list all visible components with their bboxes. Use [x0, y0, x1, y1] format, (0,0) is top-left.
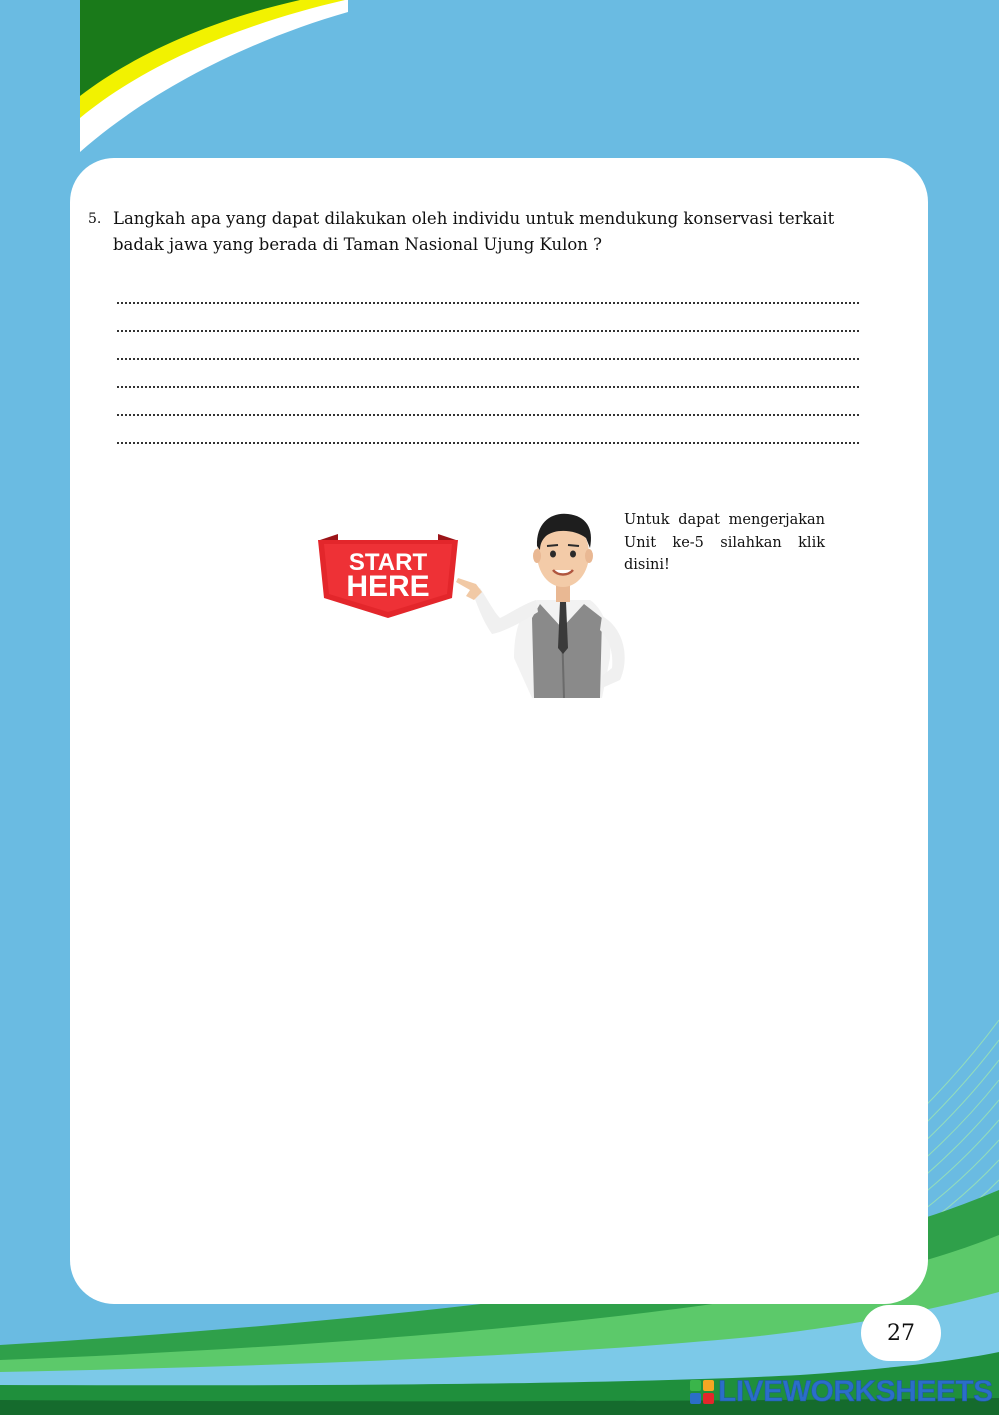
start-here-button[interactable] — [318, 532, 458, 620]
instruction-text: Untuk dapat mengerjakan Unit ke-5 silahkan klik disini! — [624, 512, 825, 573]
page-number: 27 — [861, 1305, 941, 1361]
answer-line-1[interactable] — [117, 276, 859, 304]
question-5 — [88, 206, 848, 258]
here-label: HERE — [346, 570, 430, 603]
question-text: Langkah apa yang dapat dilakukan oleh individu untuk mendukung konservasi terkait badak jawa yang berada di Taman Nasional Ujung Kulon ? — [113, 209, 835, 254]
answer-line-4[interactable] — [117, 360, 859, 388]
answer-line-2[interactable] — [117, 304, 859, 332]
header-swoosh — [80, 0, 348, 152]
liveworksheets-brand — [690, 1374, 993, 1410]
question-number: 5. — [88, 211, 102, 227]
start-label: START — [348, 549, 428, 576]
liveworksheets-logo-icon — [690, 1380, 714, 1404]
answer-line-3[interactable] — [117, 332, 859, 360]
answer-line-6[interactable] — [117, 416, 859, 444]
answer-area[interactable] — [117, 276, 859, 444]
brand-name: LIVEWORKSHEETS — [718, 1375, 993, 1408]
answer-line-5[interactable] — [117, 388, 859, 416]
